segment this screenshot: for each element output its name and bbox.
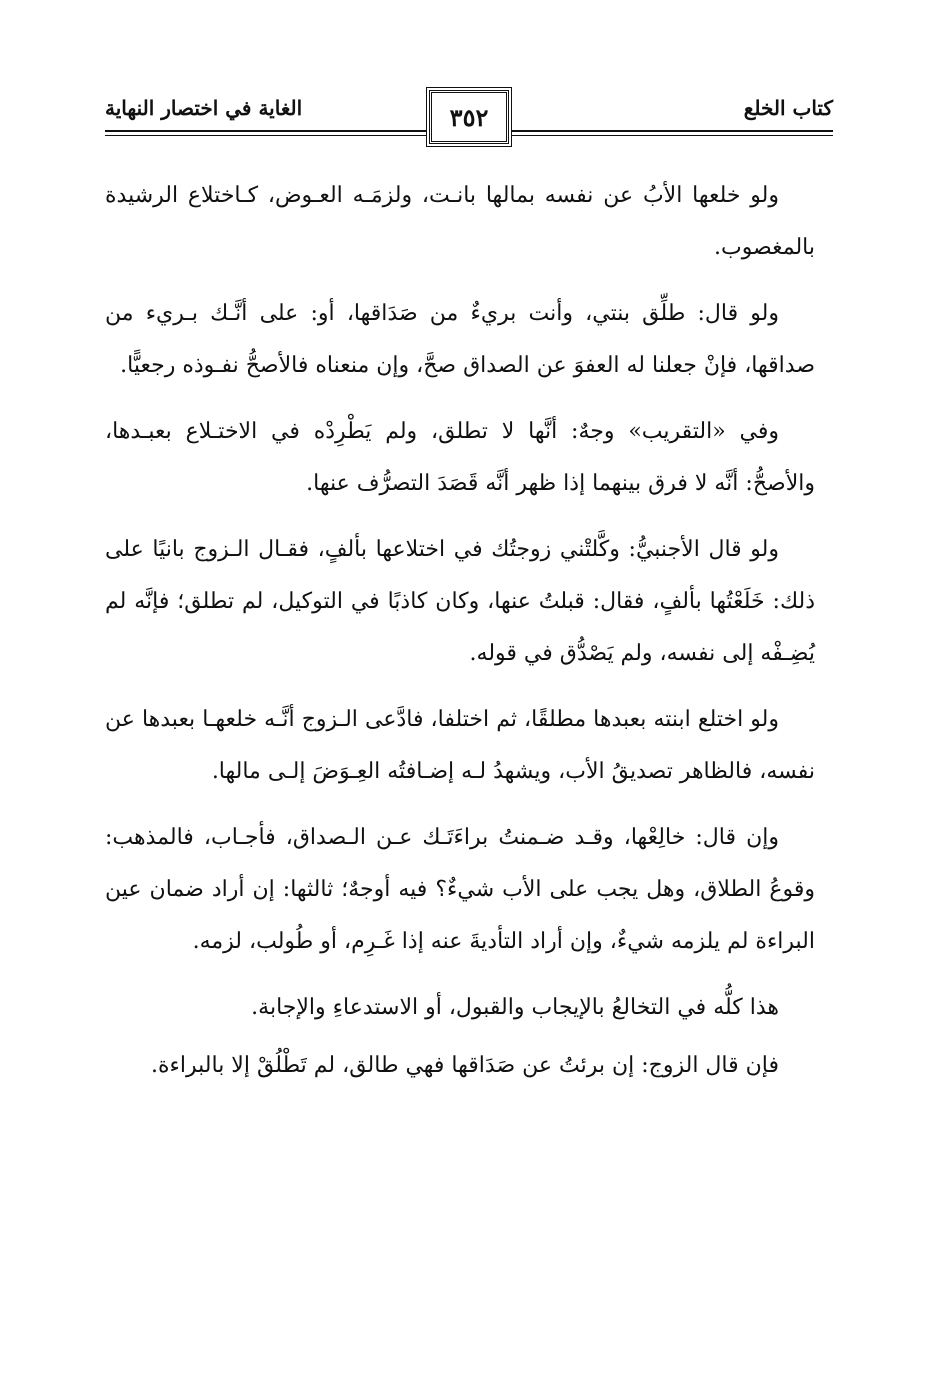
paragraph: وفي «التقريب» وجهٌ: أنَّها لا تطلق، ولم يَطْرِدْه في الاختـلاع بعبـدها، والأصحُّ: أنَّه لا فرق بينهما إذا ظهر أنَّه قَصَدَ التصرُّف عنها. xyxy=(105,419,815,496)
book-title: الغاية في اختصار النهاية xyxy=(105,96,303,120)
paragraph: ولو قال: طلِّق بنتي، وأنت بريءٌ من صَدَاقها، أو: على أنَّـك بـريء من صداقها، فإنْ جعلنا له العفوَ عن الصداق صحَّ، وإن منعناه فالأصحُّ نفـوذه رجعيًّا. xyxy=(105,301,815,378)
paragraph: ولو قال الأجنبيُّ: وكَّلتْني زوجتُك في اختلاعها بألفٍ، فقـال الـزوج بانيًا على ذلك: خَلَعْتُها بألفٍ، فقال: قبلتُ عنها، وكان كاذبًا في التوكيل، لم تطلق؛ فإنَّه لم يُضِـفْه إلى نفسه، ولم يَصْدُّق في قوله. xyxy=(105,537,815,666)
paragraph: هذا كلُّه في التخالعُ بالإيجاب والقبول، أو الاستدعاءِ والإجابة. xyxy=(251,995,779,1020)
chapter-title: كتاب الخلع xyxy=(743,96,833,120)
paragraph: فإن قال الزوج: إن برئتُ عن صَدَاقها فهي طالق، لم تَطْلُقْ إلا بالبراءة. xyxy=(151,1053,779,1078)
page-header xyxy=(105,88,833,148)
page-number-box xyxy=(429,90,509,144)
paragraph: ولو خلعها الأبُ عن نفسه بمالها بانـت، ولزمَـه العـوض، كـاختلاع الرشيدة بالمغصوب. xyxy=(105,183,815,260)
paragraph: ولو اختلع ابنته بعبدها مطلقًا، ثم اختلفا، فادَّعى الـزوج أنَّـه خلعهـا بعبدها عن نفسه، فالظاهر تصديقُ الأب، ويشهدُ لـه إضـافتُه العِـوَضَ إلـى مالها. xyxy=(105,707,815,784)
page-body xyxy=(105,170,815,1098)
page-number: ٣٥٢ xyxy=(449,102,489,132)
paragraph: وإن قال: خالِعْها، وقـد ضـمنتُ براءَتَـك عـن الـصداق، فأجـاب، فالمذهب: وقوعُ الطلاق، وهل يجب على الأب شيءٌ؟ فيه أوجهٌ؛ ثالثها: إن أراد ضمان عين البراءة لم يلزمه شيءٌ، وإن أراد التأديةَ عنه إذا غَـرِم، أو طُولب، لزمه. xyxy=(105,825,815,954)
